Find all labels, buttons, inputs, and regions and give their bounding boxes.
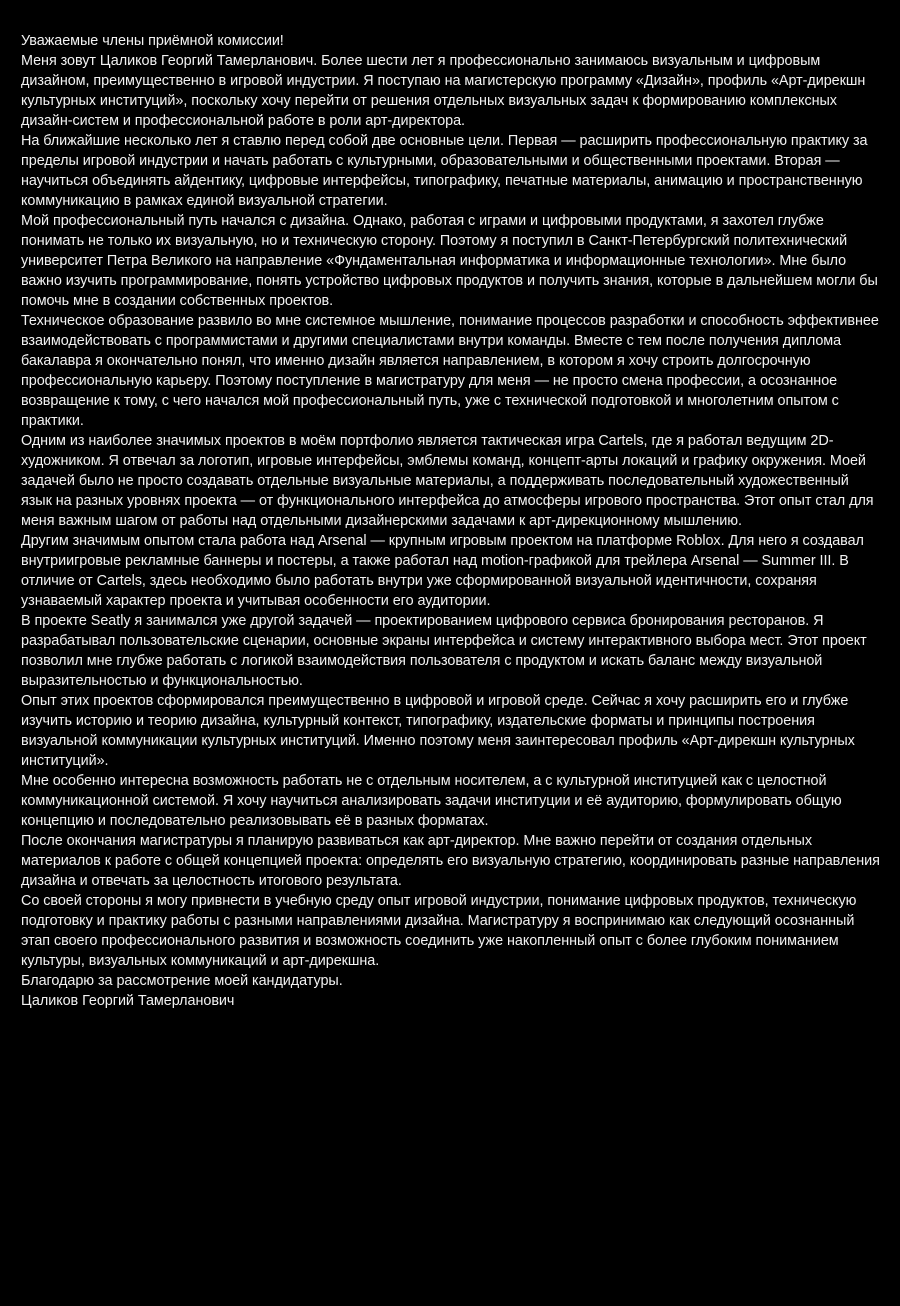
motivation-letter <box>21 31 881 1011</box>
paragraph-expansion: Опыт этих проектов сформировался преимущественно в цифровой и игровой среде. Сейчас я хочу расширить его и глубже изучить историю и теорию дизайна, культурный контекст, типографику, издательские форматы и принципы построения визуальной коммуникации культурных институций. Именно поэтому меня заинтересовал профиль «Арт-дирекшн культурных институций». <box>21 693 855 769</box>
paragraph-goals: На ближайшие несколько лет я ставлю перед собой две основные цели. Первая — расширить профессиональную практику за пределы игровой индустрии и начать работать с культурными, образовательными и общественными проектами. Вторая — научиться объединять айдентику, цифровые интерфейсы, типографику, печатные материалы, анимацию и пространственную коммуникацию в рамках единой визуальной стратегии. <box>21 133 868 209</box>
paragraph-project-cartels: Одним из наиболее значимых проектов в моём портфолио является тактическая игра Cartels, где я работал ведущим 2D-художником. Я отвечал за логотип, игровые интерфейсы, эмблемы команд, концепт-арты локаций и графику окружения. Моей задачей было не просто создавать отдельные визуальные материалы, а поддерживать последовательный художественный язык на разных уровнях проекта — от функционального интерфейса до атмосферы игрового пространства. Этот опыт стал для меня важным шагом от работы над отдельными дизайнерскими задачами к арт-дирекционному мышлению. <box>21 433 874 529</box>
paragraph-future-plans: После окончания магистратуры я планирую развиваться как арт-директор. Мне важно перейти от создания отдельных материалов к работе с общей концепцией проекта: определять его визуальную стратегию, координировать разные направления дизайна и отвечать за целостность итогового результата. <box>21 833 880 889</box>
paragraph-institution-interest: Мне особенно интересна возможность работать не с отдельным носителем, а с культурной институцией как с целостной коммуникационной системой. Я хочу научиться анализировать задачи институции и её аудиторию, формулировать общую концепцию и последовательно реализовывать её в разных форматах. <box>21 773 842 829</box>
letter-greeting: Уважаемые члены приёмной комиссии! <box>21 33 284 49</box>
paragraph-career-start: Мой профессиональный путь начался с дизайна. Однако, работая с играми и цифровыми продуктами, я захотел глубже понимать не только их визуальную, но и техническую сторону. Поэтому я поступил в Санкт-Петербургский политехнический университет Петра Великого на направление «Фундаментальная информатика и информационные технологии». Мне было важно изучить программирование, понять устройство цифровых продуктов и получить знания, которые в дальнейшем могли бы помочь мне в создании собственных проектов. <box>21 213 878 309</box>
paragraph-introduction: Меня зовут Цаликов Георгий Тамерланович. Более шести лет я профессионально занимаюсь визуальным и цифровым дизайном, преимущественно в игровой индустрии. Я поступаю на магистерскую программу «Дизайн», профиль «Арт-дирекшн культурных институций», поскольку хочу перейти от решения отдельных визуальных задач к формированию комплексных дизайн-систем и профессиональной работе в роли арт-директора. <box>21 53 866 129</box>
paragraph-contribution: Со своей стороны я могу привнести в учебную среду опыт игровой индустрии, понимание цифровых продуктов, техническую подготовку и практику работы с разными направлениями дизайна. Магистратуру я воспринимаю как следующий осознанный этап своего профессионального развития и возможность соединить уже накопленный опыт с более глубоким пониманием культуры, визуальных коммуникаций и арт-дирекшна. <box>21 893 857 969</box>
paragraph-project-seatly: В проекте Seatly я занимался уже другой задачей — проектированием цифрового сервиса бронирования ресторанов. Я разрабатывал пользовательские сценарии, основные экраны интерфейса и систему интерактивного выбора мест. Этот проект позволил мне глубже работать с логикой взаимодействия пользователя с продуктом и искать баланс между визуальной выразительностью и функциональностью. <box>21 613 867 689</box>
letter-closing: Благодарю за рассмотрение моей кандидатуры. <box>21 973 343 989</box>
letter-signature: Цаликов Георгий Тамерланович <box>21 993 235 1009</box>
paragraph-technical-education: Техническое образование развило во мне системное мышление, понимание процессов разработки и способность эффективнее взаимодействовать с программистами и другими специалистами внутри команды. Вместе с тем после получения диплома бакалавра я окончательно понял, что именно дизайн является направлением, в котором я хочу строить долгосрочную профессиональную карьеру. Поэтому поступление в магистратуру для меня — не просто смена профессии, а осознанное возвращение к тому, с чего начался мой профессиональный путь, уже с технической подготовкой и многолетним опытом с практики. <box>21 313 879 429</box>
paragraph-project-arsenal: Другим значимым опытом стала работа над Arsenal — крупным игровым проектом на платформе Roblox. Для него я создавал внутриигровые рекламные баннеры и постеры, а также работал над motion-графикой для трейлера Arsenal — Summer III. В отличие от Cartels, здесь необходимо было работать внутри уже сформированной визуальной идентичности, сохраняя узнаваемый характер проекта и учитывая особенности его аудитории. <box>21 533 864 609</box>
